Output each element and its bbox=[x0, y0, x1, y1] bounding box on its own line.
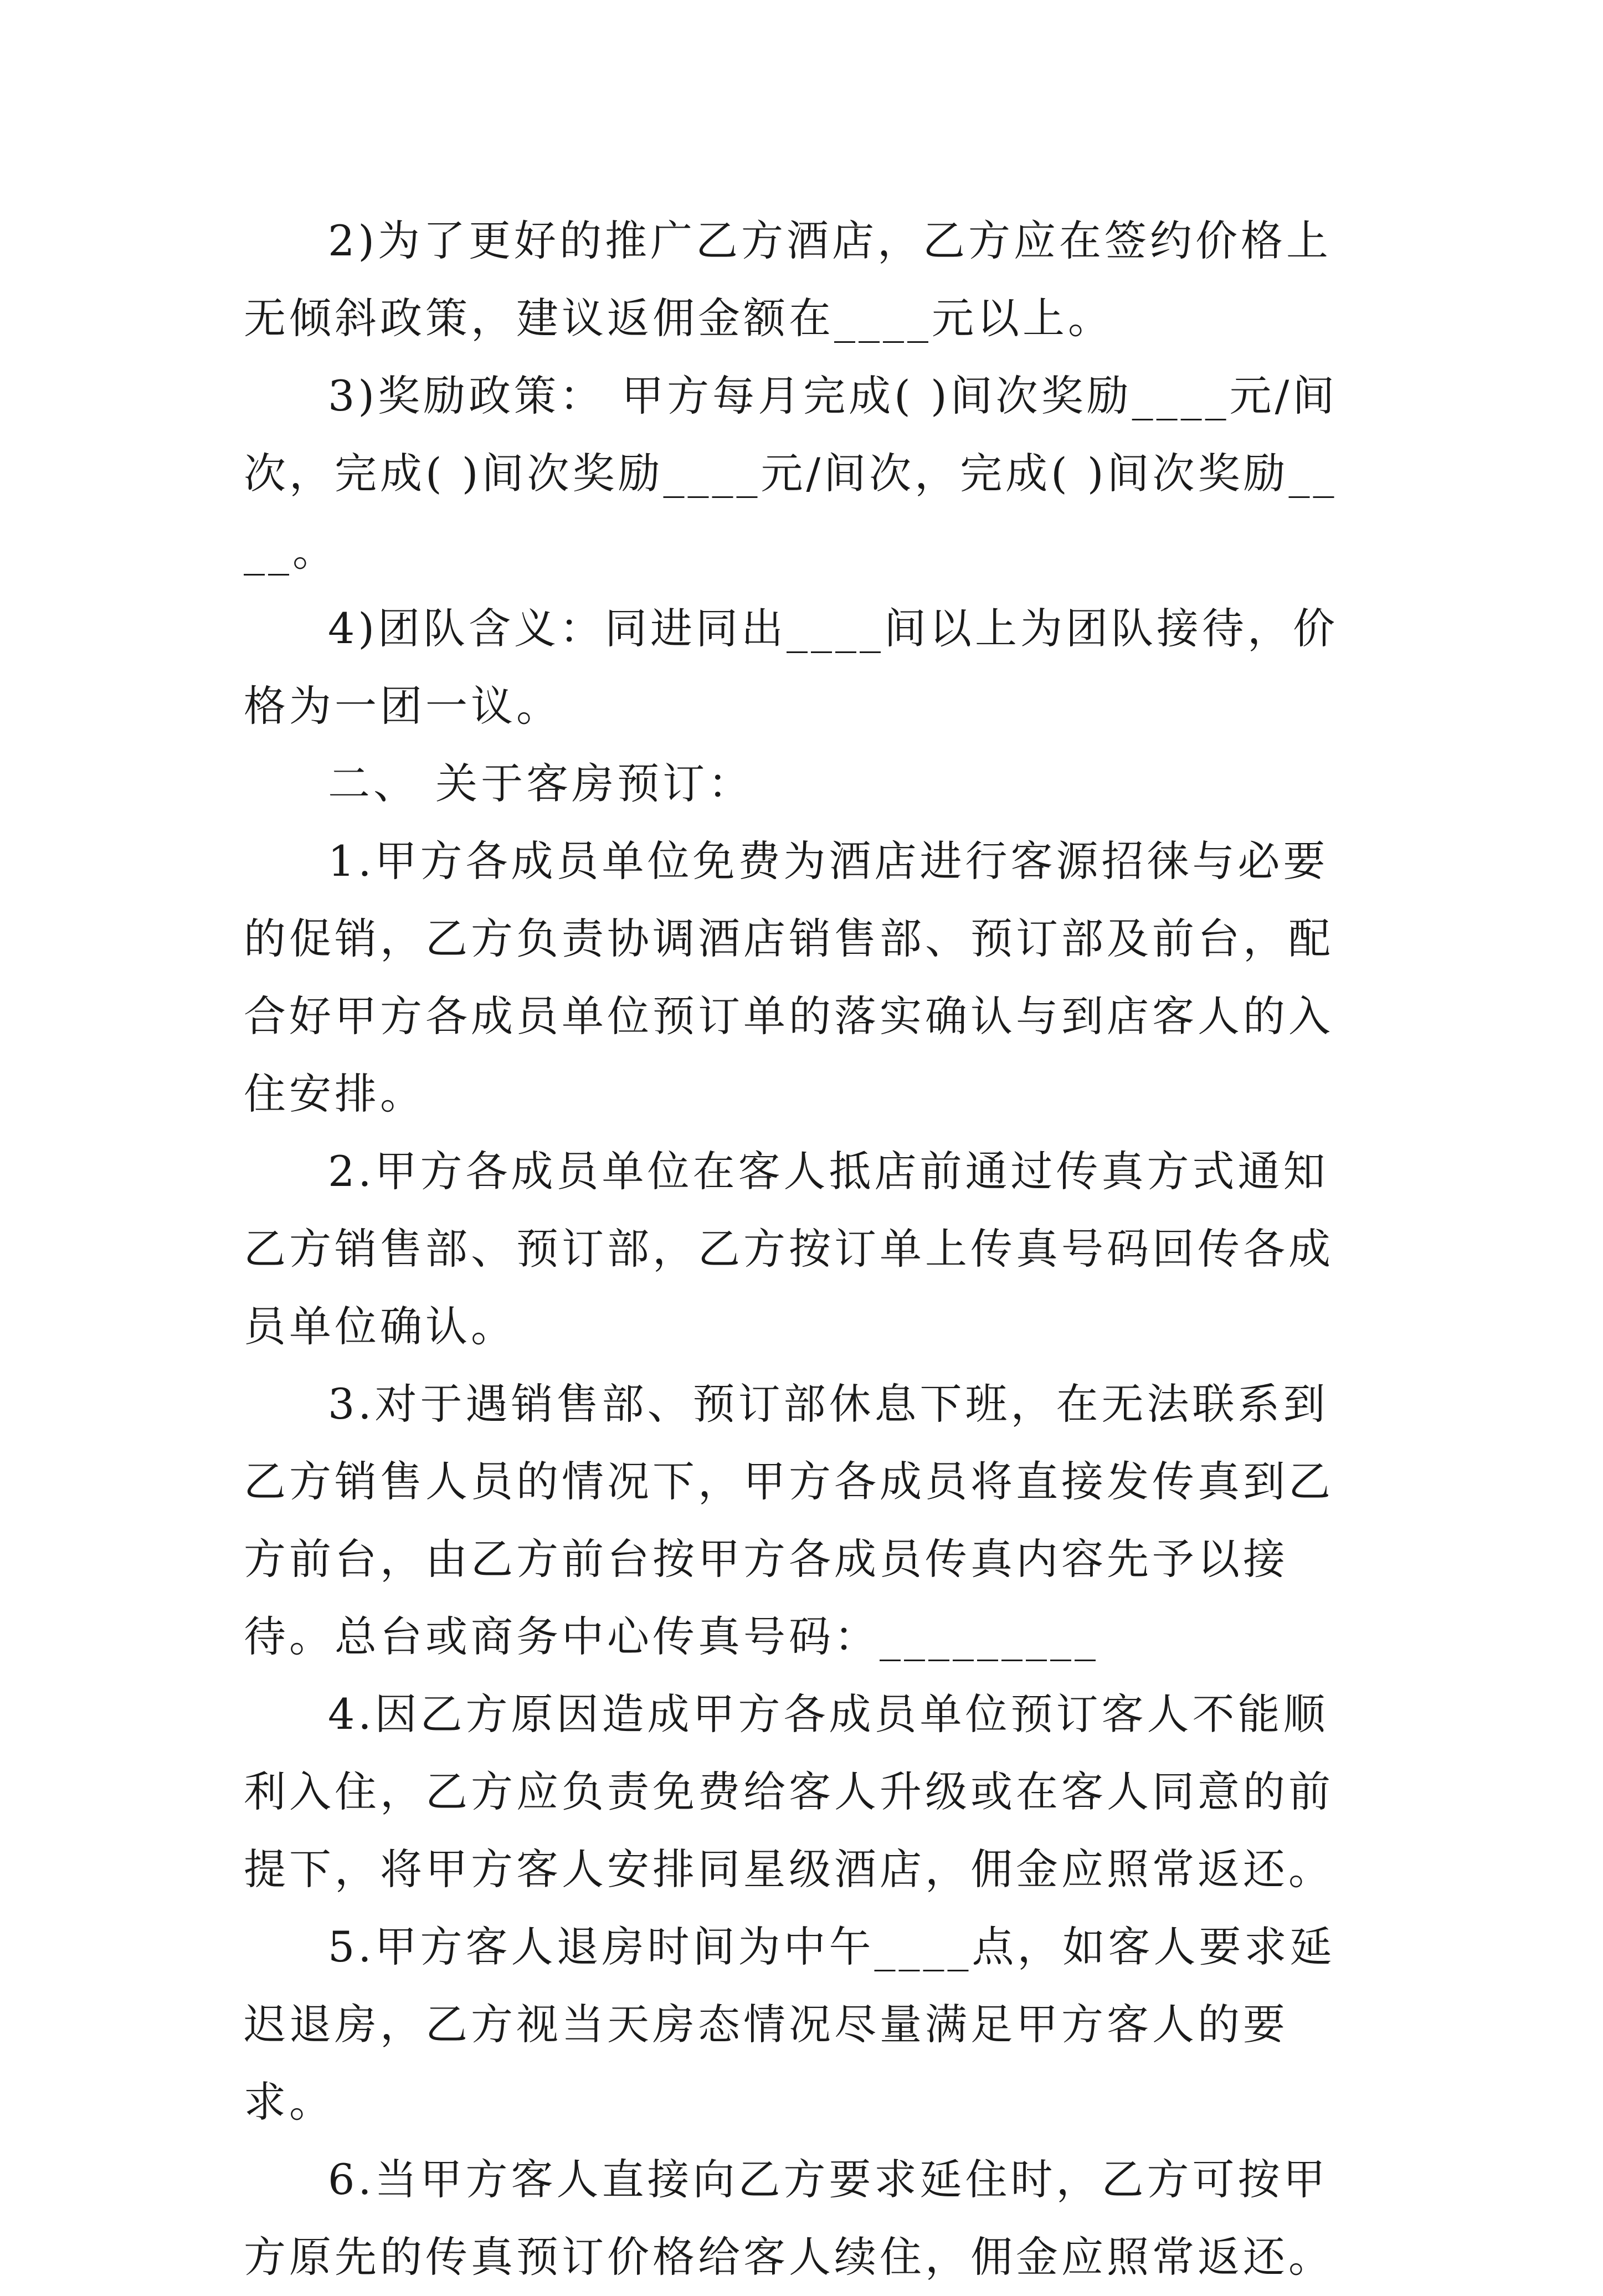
clause-booking-6: 6.当甲方客人直接向乙方要求延住时，乙方可按甲方原先的传真预订价格给客人续住，佣金应照常返还。 bbox=[244, 2155, 1334, 2282]
document-body bbox=[244, 202, 1357, 2296]
clause-incentive-policy: 3)奖励政策： 甲方每月完成( )间次奖励____元/间次，完成( )间次奖励____元/间次，完成( )间次奖励____。 bbox=[244, 371, 1338, 576]
clause-booking-4: 4.因乙方原因造成甲方各成员单位预订客人不能顺利入住，乙方应负责免费给客人升级或在客人同意的前提下，将甲方客人安排同星级酒店，佣金应照常返还。 bbox=[244, 1689, 1334, 1894]
clause-booking-1: 1.甲方各成员单位免费为酒店进行客源招徕与必要的促销，乙方负责协调酒店销售部、预订部及前台，配合好甲方各成员单位预订单的落实确认与到店客人的入住安排。 bbox=[244, 836, 1334, 1118]
clause-group-definition: 4)团队含义：同进同出____间以上为团队接待，价格为一团一议。 bbox=[244, 604, 1339, 731]
clause-booking-5: 5.甲方客人退房时间为中午____点，如客人要求延迟退房，乙方视当天房态情况尽量满足甲方客人的要求。 bbox=[244, 1922, 1335, 2127]
clause-rebate-amount: 2)为了更好的推广乙方酒店，乙方应在签约价格上无倾斜政策，建议返佣金额在____元以上。 bbox=[244, 216, 1332, 343]
section-heading-room-booking: 二、 关于客房预订： bbox=[328, 759, 754, 808]
clause-booking-3: 3.对于遇销售部、预订部休息下班，在无法联系到乙方销售人员的情况下，甲方各成员将直接发传真到乙方前台，由乙方前台按甲方各成员传真内容先予以接待。总台或商务中心传真号码：_________ bbox=[244, 1379, 1334, 1661]
clause-booking-2: 2.甲方各成员单位在客人抵店前通过传真方式通知乙方销售部、预订部，乙方按订单上传真号码回传各成员单位确认。 bbox=[244, 1147, 1334, 1351]
